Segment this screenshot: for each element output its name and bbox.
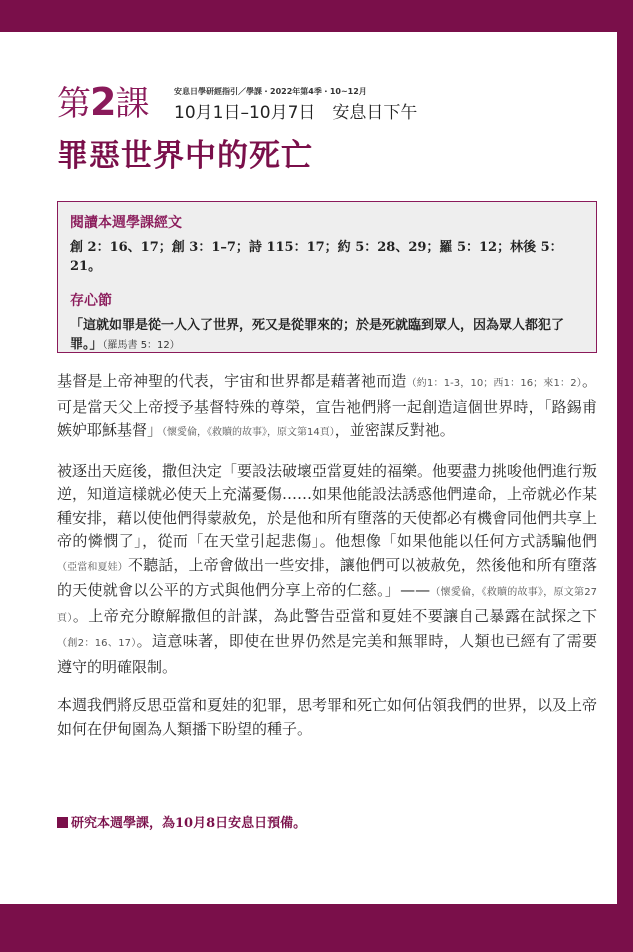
p2-text-c: 不聽話，上帝會做出一些安排，讓他們可以被赦免，然後他和所有墮落的天使就會以公平的方式與他們分享上帝的仁慈。」——: [57, 555, 597, 599]
reading-box: [57, 201, 597, 353]
lesson-dates: 10月1日–10月7日 安息日下午: [174, 103, 418, 123]
series-label: 安息日學研經指引／學課・2022年第4季・10~12月: [174, 87, 367, 96]
lesson-suffix: 課: [115, 84, 149, 124]
lesson-body: [57, 370, 597, 756]
p1-text-a: 基督是上帝神聖的代表，宇宙和世界都是藉著祂而造: [57, 372, 407, 390]
p1-ref-d: （懷愛倫，《救贖的故事》，原文第14頁）: [162, 427, 335, 438]
p1-ref-b: （約1：1-3，10；西1：16；來1：2）: [406, 378, 582, 389]
page-title: 罪惡世界中的死亡: [57, 138, 313, 174]
memory-ref: （羅馬書 5：12）: [102, 340, 180, 351]
lesson-header: [57, 82, 597, 192]
memory-heading: 存心節: [70, 293, 112, 309]
memory-verse: [70, 316, 584, 355]
p1-text-c: 。可是當天父上帝授予基督特殊的尊榮，宣告祂們將一起創造這個世界時，「路錫甫嫉妒耶穌基督」: [57, 372, 597, 439]
reading-heading: 閱讀本週學課經文: [70, 215, 182, 231]
paragraph-2: [57, 460, 597, 680]
footer-note: [57, 812, 306, 831]
p2-text-g: 。這意味著，即使在世界仍然是完美和無罪時，人類也已經有了需要遵守的明確限制。: [57, 632, 597, 676]
square-bullet-icon: [57, 817, 68, 828]
p2-text-a: 被逐出天庭後，撒但決定「要設法破壞亞當夏娃的福樂。他要盡力挑唆他們進行叛逆，知道這樣就必使天上充滿憂傷……如果他能設法誘惑他們違命，上帝就必作某種安排，藉以使他們得蒙赦免，於是他和所有墮落的天使都必有機會同他們共享上帝的憐憫了」，從而「在天堂引起悲傷」。他想像「如果他能以任何方式誘騙他們: [57, 461, 598, 550]
paragraph-1: [57, 370, 597, 445]
memory-text: 「這就如罪是從一人入了世界，死又是從罪來的；於是死就臨到眾人，因為眾人都犯了罪。」: [70, 318, 565, 352]
paragraph-3: 本週我們將反思亞當和夏娃的犯罪，思考罪和死亡如何佔領我們的世界，以及上帝如何在伊甸園為人類播下盼望的種子。: [57, 696, 598, 738]
p2-ref-d: （懷愛倫，《救贖的故事》，原文第27頁）: [57, 587, 597, 624]
lesson-prefix: 第: [57, 84, 90, 124]
lesson-number-digit: 2: [90, 80, 116, 124]
p1-text-e: ，並密謀反對祂。: [334, 421, 455, 439]
p2-ref-b: （亞當和夏娃）: [57, 561, 128, 573]
reading-text: 創 2：16、17；創 3：1–7；詩 115：17；約 5：28、29；羅 5：12；林後 5：21。: [70, 240, 563, 274]
p2-ref-f: （創2：16、17）: [57, 638, 137, 649]
lesson-number: [57, 82, 148, 124]
p2-text-e: 。上帝充分瞭解撒但的計謀，為此警告亞當和夏娃不要讓自己暴露在試探之下: [72, 606, 597, 625]
footer-text: 研究本週學課，為10月8日安息日預備。: [71, 816, 307, 831]
